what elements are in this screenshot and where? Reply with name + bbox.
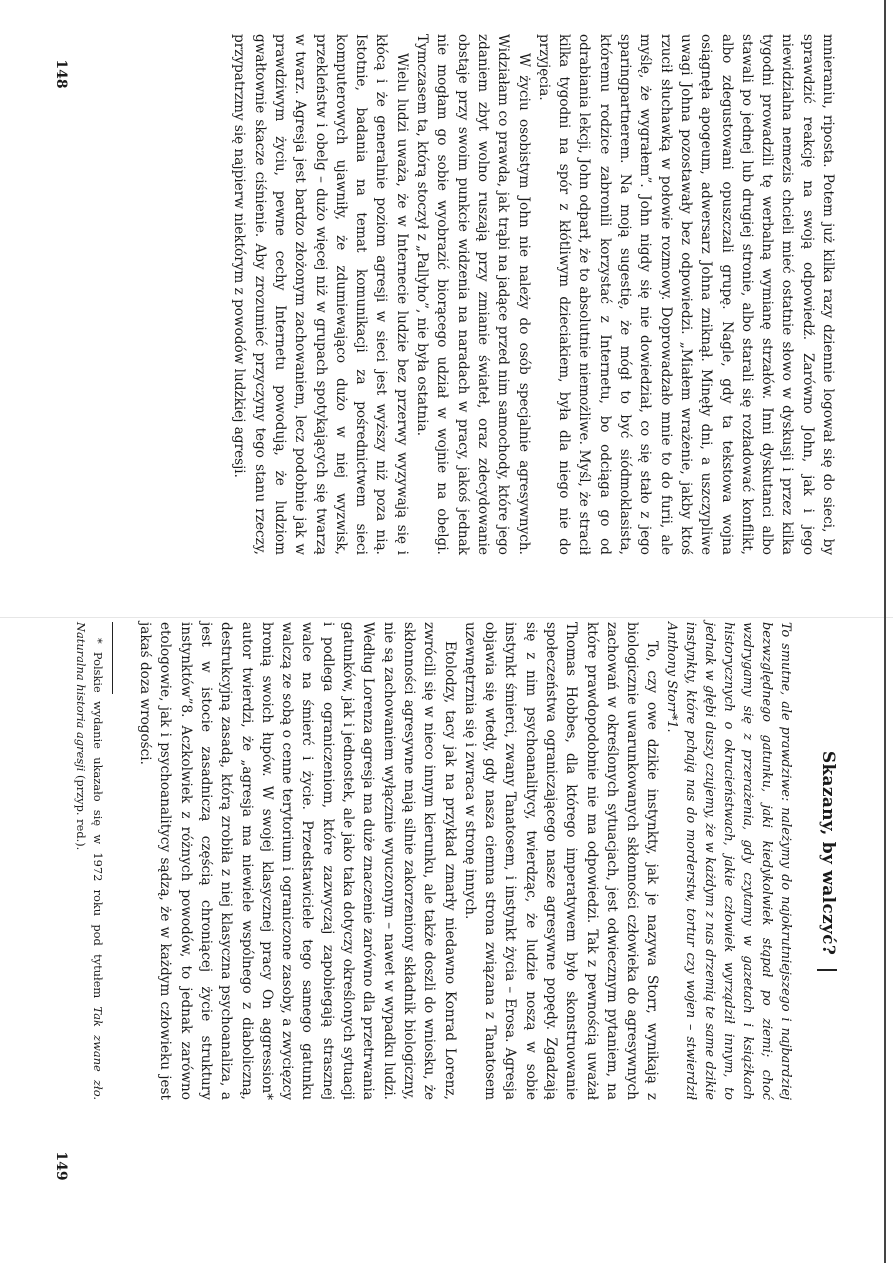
paragraph: mnieraniu, riposta. Potem już kilka razy dziennie logował się do sieci, by sprawdzić reakcję na swoją odpowiedź. Zarówno John, jak i jego niewidzialna nemezis chcieli mieć ostatnie słowo w dyskusji i przez kilka tygodni prowadzili tę werbalną wymianę strzałów. Inni dyskutanci albo stawali po jednej lub drugiej stronie, albo starali się rozładować konflikt, albo zdegustowani opuszczali grupę. Nagle, gdy ta tekstowa wojna osiągnęła apogeum, adwersarz Johna zniknął. Minęły dni, a uszczypliwe uwagi Johna pozostawały bez odpowiedzi. „Miałem wrażenie, jakby ktoś rzucił słuchawką w połowie rozmowy. Doprowadzało mnie to do furii, ale myślę, że wygrałem”. John nigdy się nie dowiedział, co się stało z jego sparingpartnerem. Na moją sugestię, że mógł to być siódmoklasista, któremu rodzice zabronili korzystać z Internetu, bo odciąga go od odrabiania lekcji, John odparł, że to absolutnie niemożliwe. Myśl, że stracił kilka tygodni na spór z kłótliwym dzieciakiem, była dla niego nie do przyjęcia. <box>535 34 836 555</box>
paragraph: To, czy owe dzikie instynkty, jak je nazywa Storr, wynikają z biologicznie uwarunkowanych skłonności człowieka do agresywnych zachowań w określonych sytuacjach, jest odwiecznym pytaniem, na które prawdopodobnie nie ma odpowiedzi. Tak z pewnością uważał Thomas Hobbes, dla którego imperatywem było skonstruowanie społeczeństwa ograniczającego nasze agresywne popędy. Zgadzają się z nim psychoanalitycy, twierdząc, że ludzie noszą w sobie instynkt śmierci, zwany Tanatosem, i instynkt życia – Erosa. Agresja objawia się wtedy, gdy nasza ciemna strona związana z Tanatosem uzewnętrznia się i zwraca w stronę innych. <box>461 622 661 1100</box>
paragraph: Wielu ludzi uważa, że w Internecie ludzie bez przerwy wyzywają się i kłócą i że generalnie poziom agresji w sieci jest wyższy niż poza nią. Istotnie, badania na temat komunikacji za pośrednictwem sieci komputerowych ujawniły, że zdumiewająco dużo w niej wyzwisk, przekleństw i obelg – dużo więcej niż w grupach spotykających się twarzą w twarz. Agresja jest bardzo złożonym zachowaniem, lecz podobnie jak w prawdziwym życiu, pewne cechy Internetu powodują, że ludziom gwałtownie skacze ciśnienie. Aby zrozumieć przyczyny tego stanu rzeczy, przypatrzmy się najpierw niektórym z powodów ludzkiej agresji. <box>231 34 410 555</box>
page-number-149: 149 <box>53 1151 69 1181</box>
paragraph: Etolodzy, tacy jak na przykład zmarły niedawno Konrad Lorenz, zwrócili się w nieco innym kierunku, ale także doszli do wniosku, że skłonności agresywne mają silnie zakorzeniony składnik biologiczny, nie są zachowaniem wyłącznie wyuczonym – nawet w wypadku ludzi. Według Lorenza agresja ma duże znaczenie zarówno dla przetrwania gatunków, jak i jednostek, ale jako taka dotyczy określonych sytuacji i podlega ograniczeniom, które zazwyczaj zapobiegają strasznej walce na śmierć i życie. Przedstawiciele tego samego gatunku walczą ze sobą o cenne terytorium i ograniczone zasoby, a zwycięzcy bronią swoich łupów. W swojej klasycznej pracy On aggression* autor twierdzi, że „agresja ma niewiele wspólnego z diaboliczną, destrukcyjną zasadą, którą zrobiła z niej klasyczna psychoanaliza, a jest w istocie zasadniczą częścią chroniącej życie struktury instynktów”8. Aczkolwiek z różnych powodów, to jednak zarówno etologowie, jak i psychoanalitycy sądzą, że w każdym człowieku jest jakaś doza wrogości. <box>137 622 458 1100</box>
section-title: Skazany, by walczyć? <box>818 622 839 1100</box>
footnote-rule <box>112 622 113 694</box>
title-bar-mark <box>818 969 838 971</box>
page-148-text <box>185 34 838 555</box>
page-149-text <box>73 622 838 1101</box>
footnote: * Polskie wydanie ukazało się w 1972 roku pod tytułem Tak zwane zło. Naturalna historia agresji (przyp. red.). <box>73 622 105 1101</box>
paragraph: W życiu osobistym John nie należy do osób specjalnie agresywnych. Widziałam co prawda, jak trąbi na jadące przed nim samochody, które jego zdaniem zbyt wolno ruszają przy zmianie świateł, oraz zdecydowanie obstaje przy swoim punkcie widzenia na naradach w pracy, jakoś jednak nie mogłam go sobie wyobrazić biorącego udział w wojnie na obelgi. Tymczasem ta, którą stoczył z „Pallyho”, nie była ostatnia. <box>414 34 532 555</box>
epigraph-quote: To smutne, ale prawdziwe: należymy do najokrutniejszego i najbardziej bezwzględnego gatunku, jaki kiedykolwiek stąpał po ziemi; choć wzdrygamy się z przerażenia, gdy czytamy w gazetach i książkach historycznych o okrucieństwach, jakie człowiek wyrządził innym, to jednak w głębi duszy czujemy, że w każdym z nas drzemią te same dzikie instynkty, które pchają nas do morderstw, tortur czy wojen – stwierdził Anthony Storr*1. <box>664 622 794 1100</box>
scan-edge-line <box>884 0 886 1263</box>
page-divider <box>0 617 893 618</box>
page-number-148: 148 <box>53 59 69 89</box>
